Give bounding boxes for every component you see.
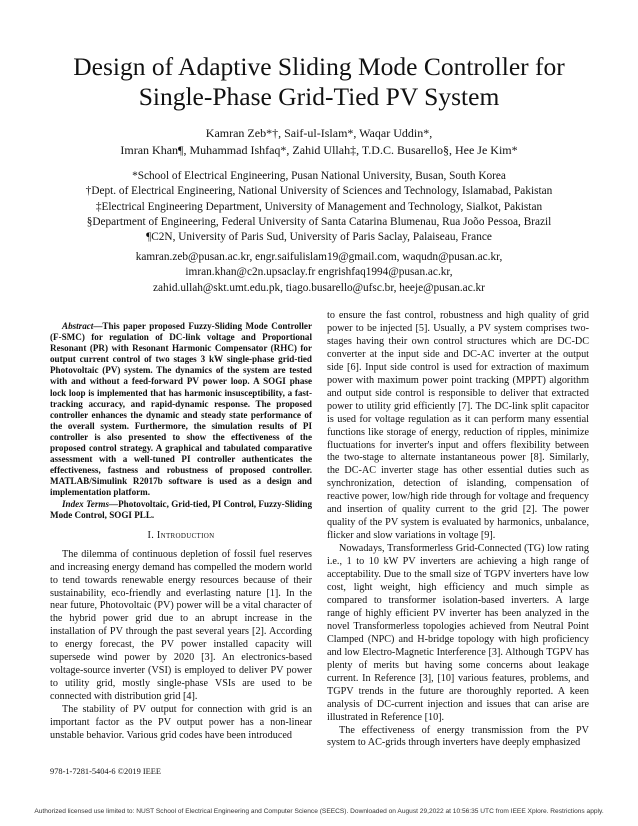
download-notice: Authorized licensed use limited to: NUST School of Electrical Engineering and Computer Science (SEECS). Downloaded on August 29,2022 at 10:56:35 UTC from IEEE Xplore. Restrictions apply. — [34, 808, 604, 815]
paper-title — [0, 52, 638, 112]
authors-line-2: Imran Khan¶, Muhammad Ishfaq*, Zahid Ullah‡, T.D.C. Busarello§, Hee Je Kim* — [120, 143, 518, 157]
index-terms-label: Index Terms — [62, 498, 109, 509]
email-line-3: zahid.ullah@skt.umt.edu.pk, tiago.busarello@ufsc.br, heeje@pusan.ac.kr — [153, 281, 485, 294]
index-terms — [50, 499, 312, 521]
title-line-1: Design of Adaptive Sliding Mode Controller for — [73, 52, 565, 81]
right-paragraph-2: Nowadays, Transformerless Grid-Connected (TG) low rating i.e., 1 to 10 kW PV inverters are achieving a high range of acceptability. Due to the small size of TGPV inverters have low cost, light weight, high efficiency and much simple as compared to transformer isolation-based inverters. A large range of highly efficient PV inverter has been analyzed in the novel Transformerless topologies achieved from Neutral Point Clamped (NPC) and H-bridge topology with high proficiency and low Electro-Magnetic Interference [3]. Although TGPV has plenty of merits but having some concerns about leakage current. In Reference [3], [10] various features, problems, and TGPV trends in the future are thoroughly reported. A keen analysis of DC-current injection and issues that can arise are illustrated in Reference [10]. — [327, 543, 589, 723]
affiliation-2: †Dept. of Electrical Engineering, National University of Sciences and Technology, Islamabad, Pakistan — [85, 185, 553, 198]
index-terms-text: —Photovoltaic, Grid-tied, PI Control, Fuzzy-Sliding Mode Control, SOGI PLL. — [50, 498, 312, 520]
abstract — [50, 321, 312, 499]
affiliation-5: ¶C2N, University of Paris Sud, University of Paris Saclay, Palaiseau, France — [146, 231, 492, 244]
author-list — [0, 125, 638, 159]
right-paragraph-3: The effectiveness of energy transmission from the PV system to AC-grids through inverters have deeply emphasized — [327, 724, 589, 749]
abstract-label: Abstract — [62, 321, 94, 331]
section-number: I. — [147, 529, 155, 541]
intro-paragraph-1: The dilemma of continuous depletion of fossil fuel reserves and increasing energy demand has compelled the modern world to tend towards renewable energy resources because of their sustainability, eco-friendly and everlasting nature [1]. In the near future, Photovoltaic (PV) power will be a vital character of the hybrid power grid due to an abrupt increase in the installation of PV through the past several years [2]. According to energy forecast, the PV power installed capacity will supersede wind power by 2020 [3]. An electronics-based voltage-source inverter (VSI) is employed to deliver PV power to utility grid, mostly single-phase VSIs are used to be connected with distribution grid [4]. — [50, 548, 312, 703]
affiliation-list — [0, 169, 638, 245]
section-heading — [50, 530, 312, 543]
email-list — [0, 250, 638, 296]
affiliation-3: ‡Electrical Engineering Department, University of Management and Technology, Sialkot, Pakistan — [95, 200, 543, 213]
authors-line-1: Kamran Zeb*†, Saif-ul-Islam*, Waqar Uddin*, — [205, 126, 433, 140]
right-paragraph-1: to ensure the fast control, robustness and high quality of grid power to be injected [5]. Usually, a PV system comprises two-stages having their own control structures which are DC-DC converter at the input side and DC-AC inverter at the output side [6]. Input side control is used for extraction of maximum power with maximum power point tracking (MPPT) algorithm and output side control is responsible to deliver that extracted power to utility grid efficiently [7]. The DC-link split capacitor is used for voltage regulation as it can perform many essential functions like storage of energy, reduction of ripples, minimize fluctuations for inverter's input and offers flexibility between the two-stage to alternate instantaneous power [8]. Similarly, the DC-AC inverter stage has other essential duties such as synchronization, detection of islanding, compensation of reactive power, low/high ride through for voltage and frequency and insertion of quality current to the grid [2]. The power quality of the PV system is evaluated by harmonics, unbalance, flicker and slow variations in voltage [9]. — [327, 310, 589, 542]
left-column — [50, 321, 312, 743]
title-line-2: Single-Phase Grid-Tied PV System — [138, 82, 500, 111]
intro-paragraph-2: The stability of PV output for connection with grid is an important factor as the PV output power has a non-linear unstable behavior. Various grid codes have been introduced — [50, 704, 312, 741]
right-column — [327, 310, 589, 750]
affiliation-1: *School of Electrical Engineering, Pusan National University, Busan, South Korea — [132, 170, 506, 182]
affiliation-4: §Department of Engineering, Federal University of Santa Catarina Blumenau, Rua Joõo Pessoa, Brazil — [86, 215, 552, 228]
isbn-footer: 978-1-7281-5404-6 ©2019 IEEE — [50, 767, 162, 776]
section-title: Introduction — [156, 529, 215, 541]
email-line-2: imran.khan@c2n.upsaclay.fr engrishfaq1994@pusan.ac.kr, — [185, 266, 453, 279]
abstract-text: —This paper proposed Fuzzy-Sliding Mode Controller (F-SMC) for regulation of DC-link voltage and Proportional Resonant (PR) with Resonant Harmonic Compensator (RHC) for output current control of two stages 3 kW single-phase grid-tied Photovoltaic (PV) system. The dynamics of the system are tested with and without a feed-forward PV power loop. A SOGI phase lock loop is implemented that has harmonic insusceptibility, a fast-tracking accuracy, and rapid-dynamic response. The proposed controller enhances the dynamic and steady state performance of the overall system. Furthermore, the simulation results of PI controller is also presented to show the effectiveness of the proposed control strategy. A graphical and tabulated comparative assessment with a well-tuned PI controller authenticates the effectiveness, fastness and robustness of proposed controller. MATLAB/Simulink R2017b software is used as a design and implementation platform. — [50, 321, 312, 498]
email-line-1: kamran.zeb@pusan.ac.kr, engr.saifulislam19@gmail.com, waqudn@pusan.ac.kr, — [135, 251, 503, 263]
